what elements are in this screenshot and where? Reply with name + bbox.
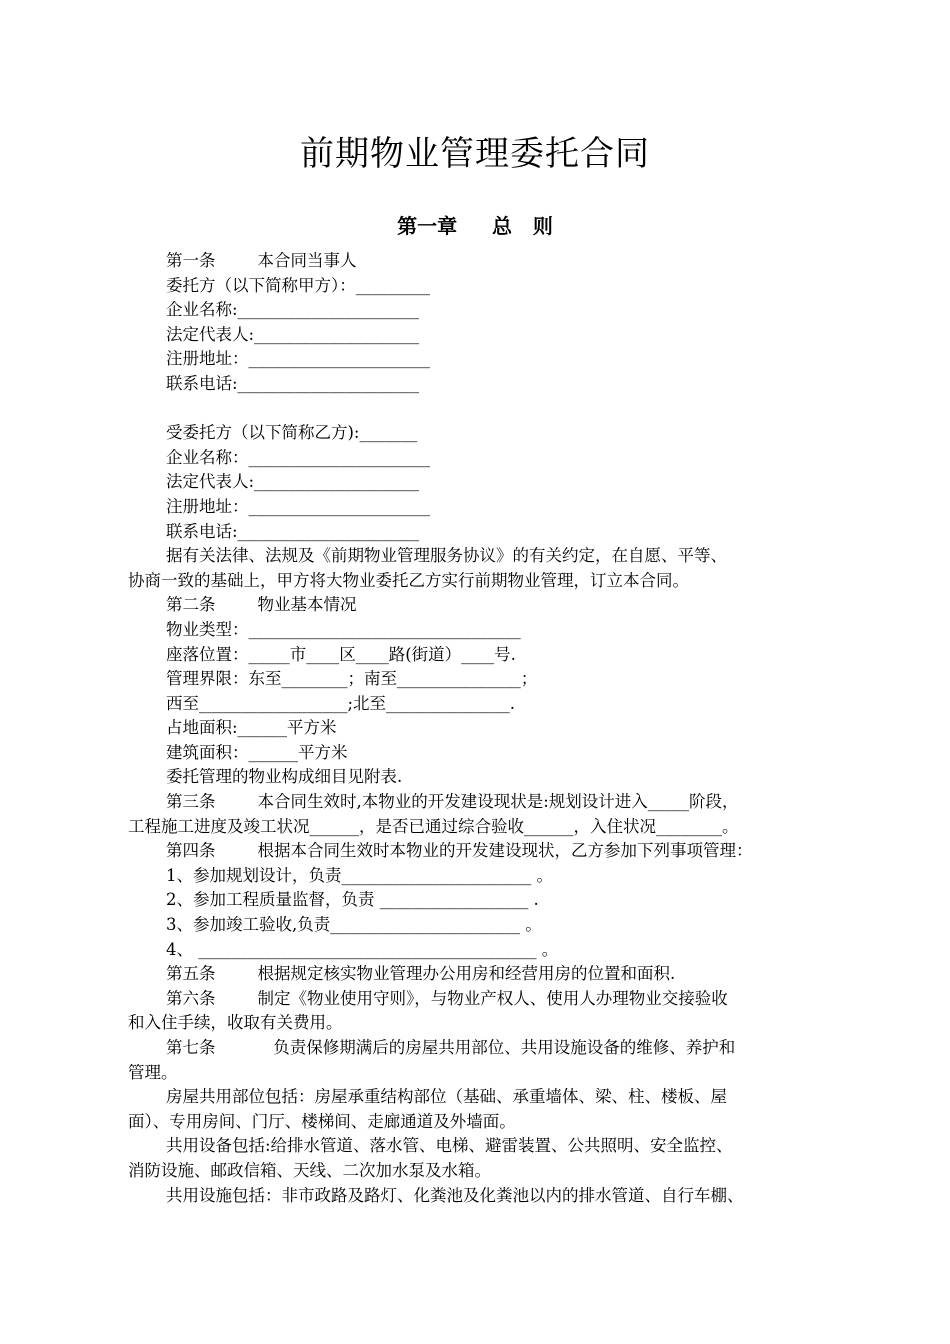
text-line: 消防设施、邮政信箱、天线、二次加水泵及水箱。 [128,1160,491,1180]
text-line: 房屋共用部位包括：房屋承重结构部位（基础、承重墙体、梁、柱、楼板、屋 [166,1087,727,1107]
text-line: 座落位置：_____市____区____路(街道）____号. [166,644,516,664]
text-line: 工程施工进度及竣工状况______，是否已通过综合验收______，入住状况________。 [128,816,739,836]
document-title: 前期物业管理委托合同 [300,134,650,174]
text-line: 委托方（以下简称甲方）：_________ [166,275,430,295]
text-line: 委托管理的物业构成细目见附表. [166,767,403,787]
text-line: 第六条 制定《物业使用守则》，与物业产权人、使用人办理物业交接验收 [166,988,728,1008]
text-line: 建筑面积：______平方米 [166,742,348,762]
text-line: 管理。 [128,1062,178,1082]
text-line: 第三条 本合同生效时,本物业的开发建设现状是:规划设计进入_____阶段， [166,792,739,812]
text-line: 企业名称:______________________ [166,300,420,320]
text-line: 第二条 物业基本情况 [166,595,357,615]
text-line: 管理界限：东至________；南至_______________； [166,669,538,689]
text-line: 物业类型：_________________________________ [166,619,521,639]
text-line: 1、参加规划设计，负责_______________________ 。 [166,865,553,885]
text-line: 占地面积:______平方米 [166,718,337,738]
text-line: 注册地址：______________________ [166,496,430,516]
text-line: 受委托方（以下简称乙方):_______ [166,423,418,443]
text-line: 第四条 根据本合同生效时本物业的开发建设现状，乙方参加下列事项管理： [166,841,753,861]
text-line: 协商一致的基础上，甲方将大物业委托乙方实行前期物业管理，订立本合同。 [128,570,689,590]
text-line: 面）、专用房间、门厅、楼梯间、走廊通道及外墙面。 [128,1111,516,1131]
chapter-heading: 第一章 总 则 [397,214,553,238]
text-line: 注册地址：______________________ [166,349,430,369]
text-line: 法定代表人:____________________ [166,472,420,492]
text-line: 联系电话:______________________ [166,521,420,541]
text-line: 2、参加工程质量监督，负责 __________________ . [166,890,539,910]
document-body [128,249,828,1208]
text-line: 共用设备包括:给排水管道、落水管、电梯、避雷装置、公共照明、安全监控、 [166,1136,733,1156]
text-line: 和入住手续，收取有关费用。 [128,1013,343,1033]
text-line: 第五条 根据规定核实物业管理办公用房和经营用房的位置和面积. [166,964,676,984]
text-line: 4、 _________________________________________ 。 [166,939,559,959]
text-line: 法定代表人:____________________ [166,324,420,344]
text-line: 共用设施包括：非市政路及路灯、化粪池及化粪池以内的排水管道、自行车棚、 [166,1185,744,1205]
text-line: 联系电话:______________________ [166,373,420,393]
text-line: 据有关法律、法规及《前期物业管理服务协议》的有关约定，在自愿、平等、 [166,546,727,566]
blank-line [128,397,828,422]
text-line: 企业名称：______________________ [166,447,430,467]
text-line: 第七条 负责保修期满后的房屋共用部位、共用设施设备的维修、养护和 [166,1038,736,1057]
text-line: 第一条 本合同当事人 [166,251,357,270]
text-line: 西至__________________;北至_______________. [166,693,516,713]
text-line: 3、参加竣工验收,负责_______________________ 。 [166,915,542,935]
